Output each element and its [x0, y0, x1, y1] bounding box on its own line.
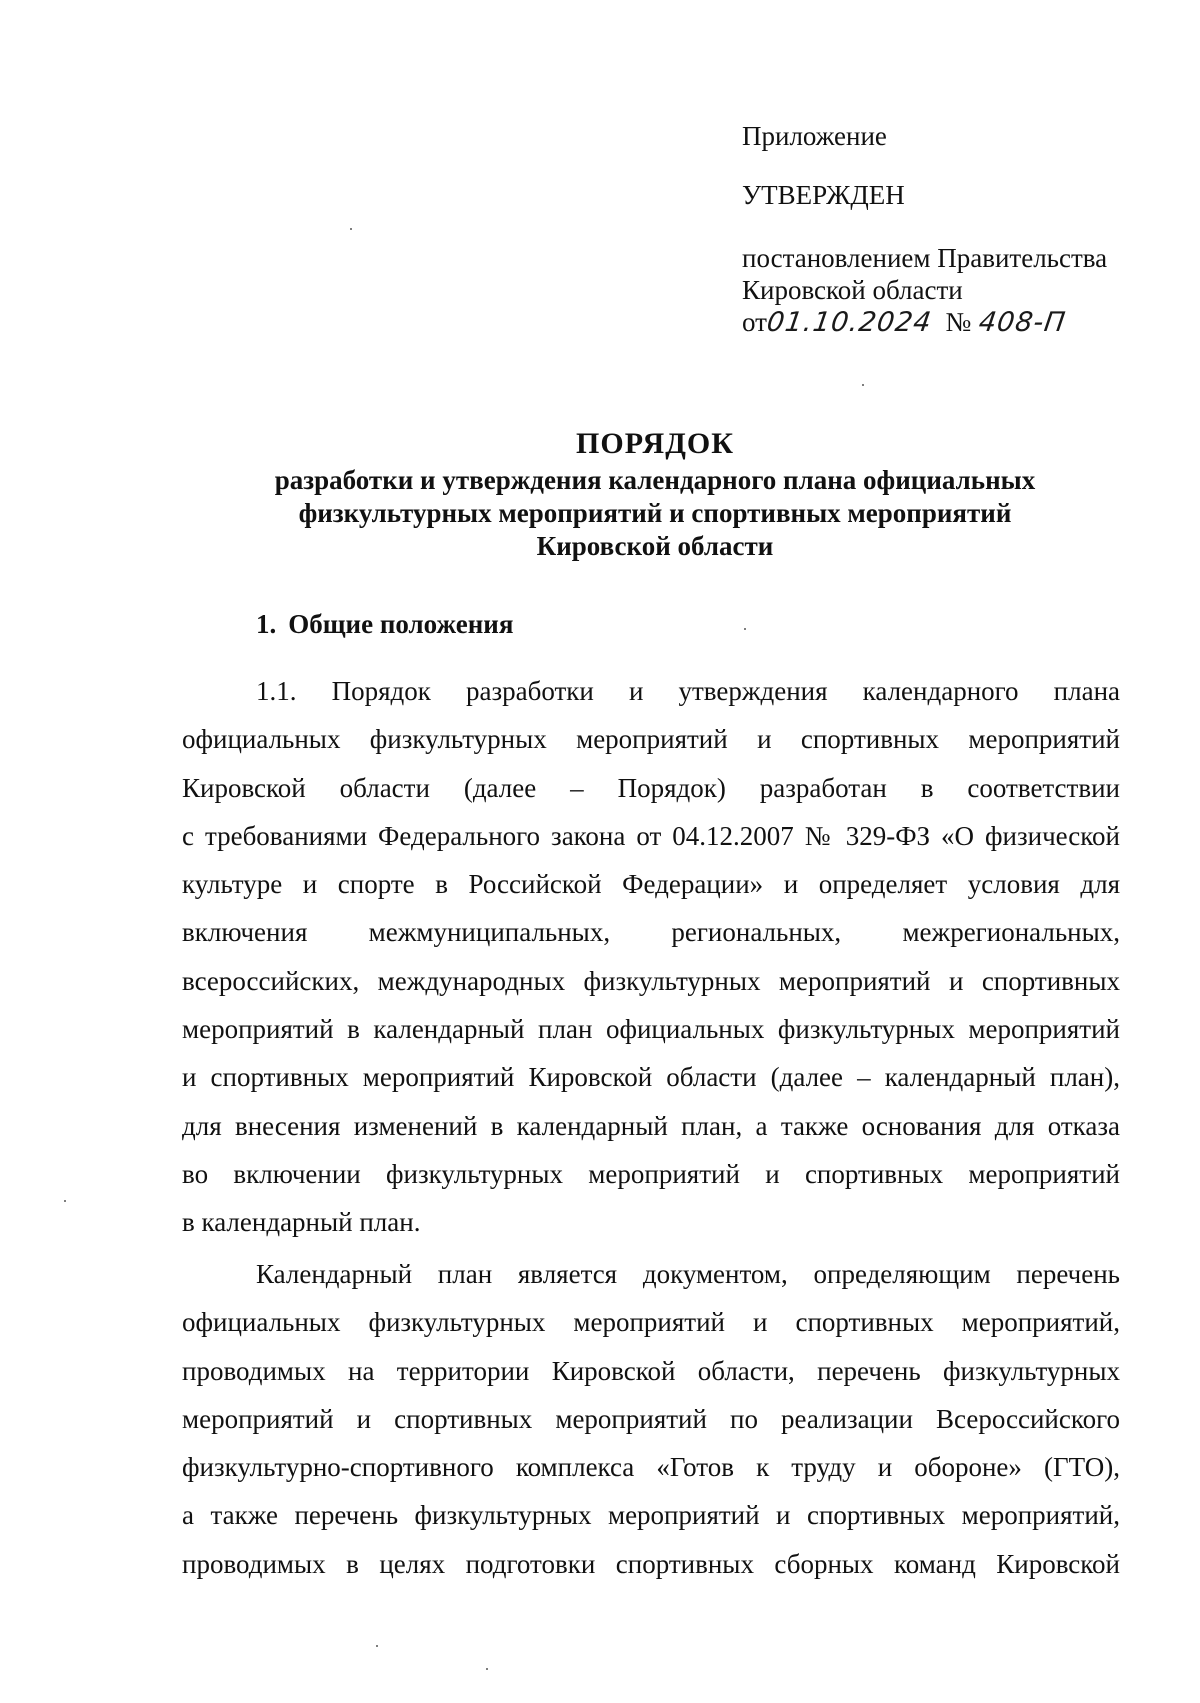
handwritten-date: 01.10.2024 [764, 307, 934, 338]
subtitle-line: Кировской области [536, 531, 774, 561]
paragraph-calendar-plan [182, 1250, 1120, 1588]
subtitle-line: физкультурных мероприятий и спортивных мероприятий [298, 498, 1012, 528]
approval-block [742, 120, 1172, 339]
scan-speck [486, 1668, 488, 1670]
resolution-line-1: постановлением Правительства [742, 243, 1108, 273]
text-line: официальных физкультурных мероприятий и спортивных мероприятий, [182, 1307, 1120, 1338]
handwritten-number: 408-П [977, 307, 1069, 338]
text-line: Календарный план является документом, определяющим перечень [256, 1259, 1120, 1289]
scan-speck [350, 228, 352, 230]
document-title-block [180, 426, 1130, 563]
resolution-date-line [742, 306, 1172, 339]
subtitle-line: разработки и утверждения календарного плана официальных [274, 465, 1036, 495]
section-heading [256, 608, 513, 640]
text-line: официальных физкультурных мероприятий и спортивных мероприятий [182, 724, 1120, 755]
scan-speck [862, 384, 864, 386]
text-line: Кировской области (далее – Порядок) разработан в соответствии [182, 772, 1120, 803]
text-line: проводимых на территории Кировской области, перечень физкультурных [182, 1355, 1120, 1386]
text-line: включения межмуниципальных, региональных, межрегиональных, [182, 917, 1120, 948]
text-line: для внесения изменений в календарный план, а также основания для отказа [182, 1110, 1120, 1141]
scan-speck [744, 628, 746, 630]
document-title: ПОРЯДОК [576, 427, 734, 460]
text-line: всероссийских, международных физкультурных мероприятий и спортивных [182, 965, 1120, 996]
text-line: во включении физкультурных мероприятий и спортивных мероприятий [182, 1158, 1120, 1189]
approved-label: УТВЕРЖДЕН [742, 180, 905, 210]
section-number: 1. [256, 609, 277, 639]
appendix-label: Приложение [742, 121, 887, 151]
number-sign: № [945, 307, 972, 337]
resolution-line-2: Кировской области [742, 275, 963, 305]
text-line: проводимых в целях подготовки спортивных сборных команд Кировской [182, 1548, 1120, 1579]
date-prefix: от [742, 307, 767, 337]
text-line: в календарный план. [182, 1207, 421, 1238]
text-line: мероприятий и спортивных мероприятий по реализации Всероссийского [182, 1403, 1120, 1434]
scan-speck [64, 1200, 66, 1202]
text-line: физкультурно-спортивного комплекса «Готов к труду и обороне» (ГТО), [182, 1452, 1120, 1483]
paragraph-1-1 [182, 667, 1120, 1247]
text-line: мероприятий в календарный план официальных физкультурных мероприятий [182, 1014, 1120, 1045]
text-line: культуре и спорте в Российской Федерации» и определяет условия для [182, 869, 1120, 900]
text-line: и спортивных мероприятий Кировской области (далее – календарный план), [182, 1062, 1120, 1093]
section-title: Общие положения [288, 609, 514, 639]
text-line: 1.1. Порядок разработки и утверждения календарного плана [256, 676, 1120, 706]
text-line: с требованиями Федерального закона от 04.12.2007 № 329-ФЗ «О физической [182, 820, 1120, 851]
document-subtitle [180, 464, 1130, 563]
text-line: а также перечень физкультурных мероприятий и спортивных мероприятий, [182, 1500, 1120, 1531]
scan-speck [376, 1645, 378, 1647]
